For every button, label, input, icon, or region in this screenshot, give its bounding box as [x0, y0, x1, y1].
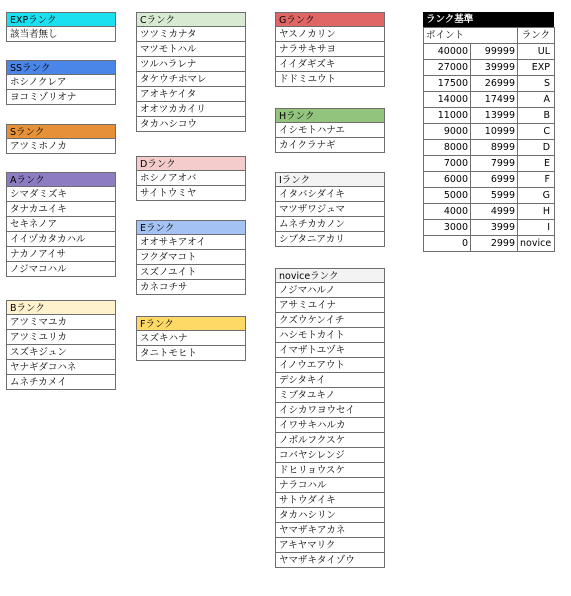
criteria-min: 27000	[424, 60, 471, 76]
criteria-min: 5000	[424, 188, 471, 204]
member-name: カネコチサ	[136, 280, 246, 295]
member-name: タカハシコウ	[136, 117, 246, 132]
criteria-row	[424, 92, 555, 108]
member-name: セキネノア	[6, 217, 116, 232]
criteria-row	[424, 156, 555, 172]
member-name: サトウダイキ	[275, 493, 385, 508]
criteria-max: 13999	[471, 108, 518, 124]
criteria-max: 2999	[471, 236, 518, 252]
member-name: ホシノアオバ	[136, 171, 246, 186]
member-name: シブタニアカリ	[275, 232, 385, 247]
criteria-rank: G	[518, 188, 555, 204]
rank-header-d: Dランク	[136, 156, 246, 171]
criteria-row	[424, 172, 555, 188]
member-name: イタバシダイキ	[275, 187, 385, 202]
criteria-row	[424, 44, 555, 60]
criteria-min: 40000	[424, 44, 471, 60]
member-name: オオツカカイリ	[136, 102, 246, 117]
member-name: フクダマコト	[136, 250, 246, 265]
rank-header-h: Hランク	[275, 108, 385, 123]
criteria-row	[424, 236, 555, 252]
criteria-max: 26999	[471, 76, 518, 92]
criteria-row	[424, 204, 555, 220]
member-name: ヤナギダコハネ	[6, 360, 116, 375]
rank-block-h	[275, 108, 385, 153]
criteria-min: 7000	[424, 156, 471, 172]
member-name: カイクラナギ	[275, 138, 385, 153]
rank-block-g	[275, 12, 385, 87]
rank-header-i: Iランク	[275, 172, 385, 187]
member-name: ナラコハル	[275, 478, 385, 493]
member-name: タカハシリン	[275, 508, 385, 523]
criteria-min: 3000	[424, 220, 471, 236]
criteria-max: 3999	[471, 220, 518, 236]
criteria-rank: A	[518, 92, 555, 108]
member-name: アツミマユカ	[6, 315, 116, 330]
rank-header-exp: EXPランク	[6, 12, 116, 27]
criteria-rank: C	[518, 124, 555, 140]
member-name: クズウケンイチ	[275, 313, 385, 328]
rank-header-c: Cランク	[136, 12, 246, 27]
criteria-rank: S	[518, 76, 555, 92]
rank-header-novice: noviceランク	[275, 268, 385, 283]
member-name: ヨコミゾリオナ	[6, 90, 116, 105]
member-name: スズキハナ	[136, 331, 246, 346]
member-name: マツモトハル	[136, 42, 246, 57]
criteria-row	[424, 188, 555, 204]
rank-block-i	[275, 172, 385, 247]
criteria-max: 8999	[471, 140, 518, 156]
criteria-min: 17500	[424, 76, 471, 92]
criteria-row	[424, 76, 555, 92]
member-name: コバヤシレンジ	[275, 448, 385, 463]
member-name: タケウチホマレ	[136, 72, 246, 87]
criteria-rank: EXP	[518, 60, 555, 76]
criteria-max: 39999	[471, 60, 518, 76]
criteria-row	[424, 140, 555, 156]
member-name: ツルハラレナ	[136, 57, 246, 72]
criteria-row	[424, 124, 555, 140]
criteria-rank: UL	[518, 44, 555, 60]
member-name: イシカワヨウセイ	[275, 403, 385, 418]
criteria-min: 0	[424, 236, 471, 252]
member-name: ドヒリョウスケ	[275, 463, 385, 478]
rank-block-b	[6, 300, 116, 390]
criteria-min: 8000	[424, 140, 471, 156]
member-name: アキヤマリク	[275, 538, 385, 553]
rank-criteria-table	[423, 12, 554, 252]
criteria-rank: I	[518, 220, 555, 236]
member-name: ノジマハルノ	[275, 283, 385, 298]
criteria-max: 6999	[471, 172, 518, 188]
criteria-col-point: ポイント	[424, 28, 518, 44]
member-name: イイダギズキ	[275, 57, 385, 72]
rank-header-g: Gランク	[275, 12, 385, 27]
rank-block-e	[136, 220, 246, 295]
criteria-row	[424, 60, 555, 76]
rank-block-d	[136, 156, 246, 201]
member-name: シマダミズキ	[6, 187, 116, 202]
criteria-min: 9000	[424, 124, 471, 140]
criteria-header-row	[424, 28, 555, 44]
rank-header-s: Sランク	[6, 124, 116, 139]
member-name: 該当者無し	[6, 27, 116, 42]
member-name: イノウエアウト	[275, 358, 385, 373]
criteria-body	[424, 44, 555, 252]
member-name: ハシモトカイト	[275, 328, 385, 343]
rank-header-a: Aランク	[6, 172, 116, 187]
member-name: タニトモヒト	[136, 346, 246, 361]
member-name: ホシノクレア	[6, 75, 116, 90]
rank-header-f: Fランク	[136, 316, 246, 331]
rank-block-s	[6, 124, 116, 154]
member-name: ムネチカカノン	[275, 217, 385, 232]
criteria-col-rank: ランク	[518, 28, 555, 44]
criteria-rank: D	[518, 140, 555, 156]
member-name: デシタキイ	[275, 373, 385, 388]
rank-block-exp	[6, 12, 116, 42]
rank-block-ss	[6, 60, 116, 105]
rank-header-b: Bランク	[6, 300, 116, 315]
criteria-grid	[423, 27, 555, 252]
member-name: ナラサキサヨ	[275, 42, 385, 57]
criteria-title: ランク基準	[423, 12, 554, 27]
member-name: イシモトハナエ	[275, 123, 385, 138]
member-name: ノジマコハル	[6, 262, 116, 277]
criteria-min: 11000	[424, 108, 471, 124]
criteria-rank: novice	[518, 236, 555, 252]
member-name: ヤマザキタイゾウ	[275, 553, 385, 568]
criteria-row	[424, 220, 555, 236]
member-name: サイトウミヤ	[136, 186, 246, 201]
member-name: アサミユイナ	[275, 298, 385, 313]
member-name: スズノユイト	[136, 265, 246, 280]
criteria-max: 5999	[471, 188, 518, 204]
criteria-rank: H	[518, 204, 555, 220]
member-name: イマザトユヅキ	[275, 343, 385, 358]
member-name: ヤマザキアカネ	[275, 523, 385, 538]
member-name: アオキケイタ	[136, 87, 246, 102]
criteria-row	[424, 108, 555, 124]
rank-block-c	[136, 12, 246, 132]
member-name: イイヅカタカハル	[6, 232, 116, 247]
criteria-rank: B	[518, 108, 555, 124]
rank-header-ss: SSランク	[6, 60, 116, 75]
member-name: オオサキアオイ	[136, 235, 246, 250]
member-name: アツミユリカ	[6, 330, 116, 345]
criteria-max: 7999	[471, 156, 518, 172]
rank-header-e: Eランク	[136, 220, 246, 235]
rank-block-a	[6, 172, 116, 277]
member-name: ツツミカナタ	[136, 27, 246, 42]
member-name: ヤスノカリン	[275, 27, 385, 42]
member-name: ナカノアイサ	[6, 247, 116, 262]
member-name: ノボルフクスケ	[275, 433, 385, 448]
member-name: アツミホノカ	[6, 139, 116, 154]
criteria-max: 17499	[471, 92, 518, 108]
member-name: ムネチカメイ	[6, 375, 116, 390]
criteria-max: 99999	[471, 44, 518, 60]
criteria-min: 14000	[424, 92, 471, 108]
criteria-max: 4999	[471, 204, 518, 220]
member-name: ミブタユキノ	[275, 388, 385, 403]
rank-block-novice	[275, 268, 385, 568]
criteria-max: 10999	[471, 124, 518, 140]
criteria-rank: F	[518, 172, 555, 188]
member-name: マツザワジュマ	[275, 202, 385, 217]
criteria-min: 6000	[424, 172, 471, 188]
criteria-min: 4000	[424, 204, 471, 220]
member-name: イワサキハルカ	[275, 418, 385, 433]
member-name: ドドミユウト	[275, 72, 385, 87]
rank-block-f	[136, 316, 246, 361]
member-name: スズキジュン	[6, 345, 116, 360]
member-name: タナカユイキ	[6, 202, 116, 217]
criteria-rank: E	[518, 156, 555, 172]
